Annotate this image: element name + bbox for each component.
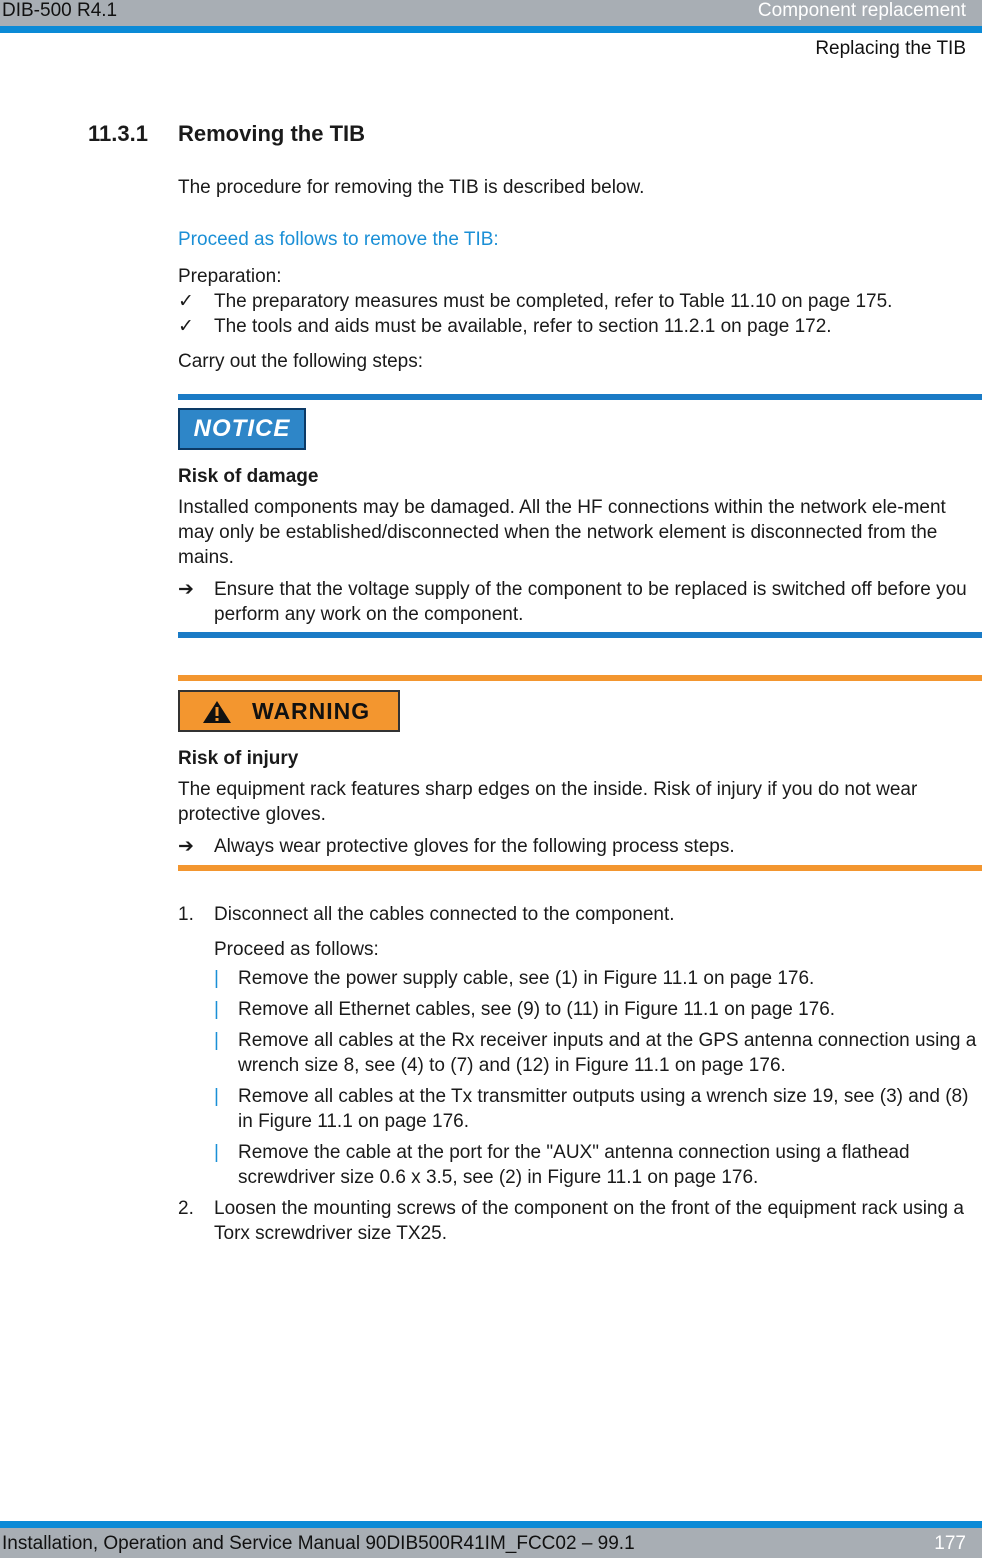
bar-bullet-icon: |	[214, 968, 219, 989]
step-item	[178, 902, 978, 927]
preparation-item: ✓ The preparatory measures must be completed, refer to Table 11.10 on page 175.	[178, 291, 893, 312]
section-number: 11.3.1	[88, 121, 148, 146]
sub-step-item: | Remove the cable at the port for the "AUX" antenna connection using a flathead screwdriver size 0.6 x 3.5, see (2) in Figure 11.1 on page 176.	[214, 1142, 910, 1188]
steps-intro: Carry out the following steps:	[178, 351, 424, 372]
bar-bullet-icon: |	[214, 1142, 219, 1163]
page-footer-bar	[0, 1521, 982, 1558]
bar-bullet-icon: |	[214, 1086, 219, 1107]
chapter-title: Component replacement	[757, 0, 966, 21]
check-icon: ✓	[178, 291, 194, 312]
notice-box	[178, 394, 982, 638]
warning-title: Risk of injury	[178, 748, 299, 769]
preparation-item: ✓ The tools and aids must be available, refer to section 11.2.1 on page 172.	[178, 316, 832, 337]
subsection-title: Replacing the TIB	[815, 38, 966, 59]
warning-text: The equipment rack features sharp edges on the inside. Risk of injury if you do not wear protective gloves.	[178, 779, 918, 825]
page-header-bar	[0, 0, 982, 33]
warning-action: ➔ Always wear protective gloves for the following process steps.	[178, 836, 735, 857]
intro-text: The procedure for removing the TIB is described below.	[178, 177, 645, 198]
warning-triangle-icon	[202, 700, 232, 724]
sub-step-item: | Remove the power supply cable, see (1) in Figure 11.1 on page 176.	[214, 968, 815, 989]
check-icon: ✓	[178, 316, 194, 337]
step-text: Disconnect all the cables connected to the component.	[214, 904, 675, 925]
warning-label: WARNING	[252, 698, 371, 724]
preparation-block	[178, 264, 982, 339]
steps-list	[178, 902, 978, 1246]
step-text: Loosen the mounting screws of the component on the front of the equipment rack using a Torx screwdriver size TX25.	[214, 1198, 964, 1244]
intro-block	[178, 175, 982, 200]
notice-text: Installed components may be damaged. All the HF connections within the network ele-ment may only be established/disconnected when the network element is disconnected from the mains.	[178, 497, 946, 568]
sub-step-item: | Remove all cables at the Rx receiver inputs and at the GPS antenna connection using a wrench size 8, see (4) to (7) and (12) in Figure 11.1 on page 176.	[214, 1030, 977, 1076]
bar-bullet-icon: |	[214, 999, 219, 1020]
arrow-right-icon: ➔	[178, 836, 194, 857]
step-number: 2.	[178, 1198, 194, 1219]
warning-box	[178, 675, 982, 871]
warning-badge	[178, 690, 400, 732]
steps-intro-block	[178, 349, 982, 374]
proceed-heading: Proceed as follows to remove the TIB:	[178, 229, 499, 250]
notice-badge: NOTICE	[178, 408, 306, 450]
manual-reference: Installation, Operation and Service Manual 90DIB500R41IM_FCC02 – 99.1	[2, 1533, 635, 1554]
sub-step-item: | Remove all Ethernet cables, see (9) to (11) in Figure 11.1 on page 176.	[214, 999, 836, 1020]
step-sub-intro: Proceed as follows:	[214, 939, 379, 960]
arrow-right-icon: ➔	[178, 579, 194, 600]
section-heading	[88, 121, 365, 147]
sub-step-item: | Remove all cables at the Tx transmitter outputs using a wrench size 19, see (3) and (8) in Figure 11.1 on page 176.	[214, 1086, 969, 1132]
bar-bullet-icon: |	[214, 1030, 219, 1051]
notice-title: Risk of damage	[178, 466, 319, 487]
section-title: Removing the TIB	[178, 121, 366, 146]
doc-id: DIB-500 R4.1	[2, 0, 118, 21]
preparation-label: Preparation:	[178, 266, 282, 287]
proceed-block	[178, 227, 982, 252]
step-number: 1.	[178, 904, 194, 925]
notice-action: ➔ Ensure that the voltage supply of the component to be replaced is switched off before you perform any work on the component.	[178, 579, 967, 625]
step-item	[178, 1196, 978, 1246]
page-number: 177	[934, 1533, 966, 1554]
